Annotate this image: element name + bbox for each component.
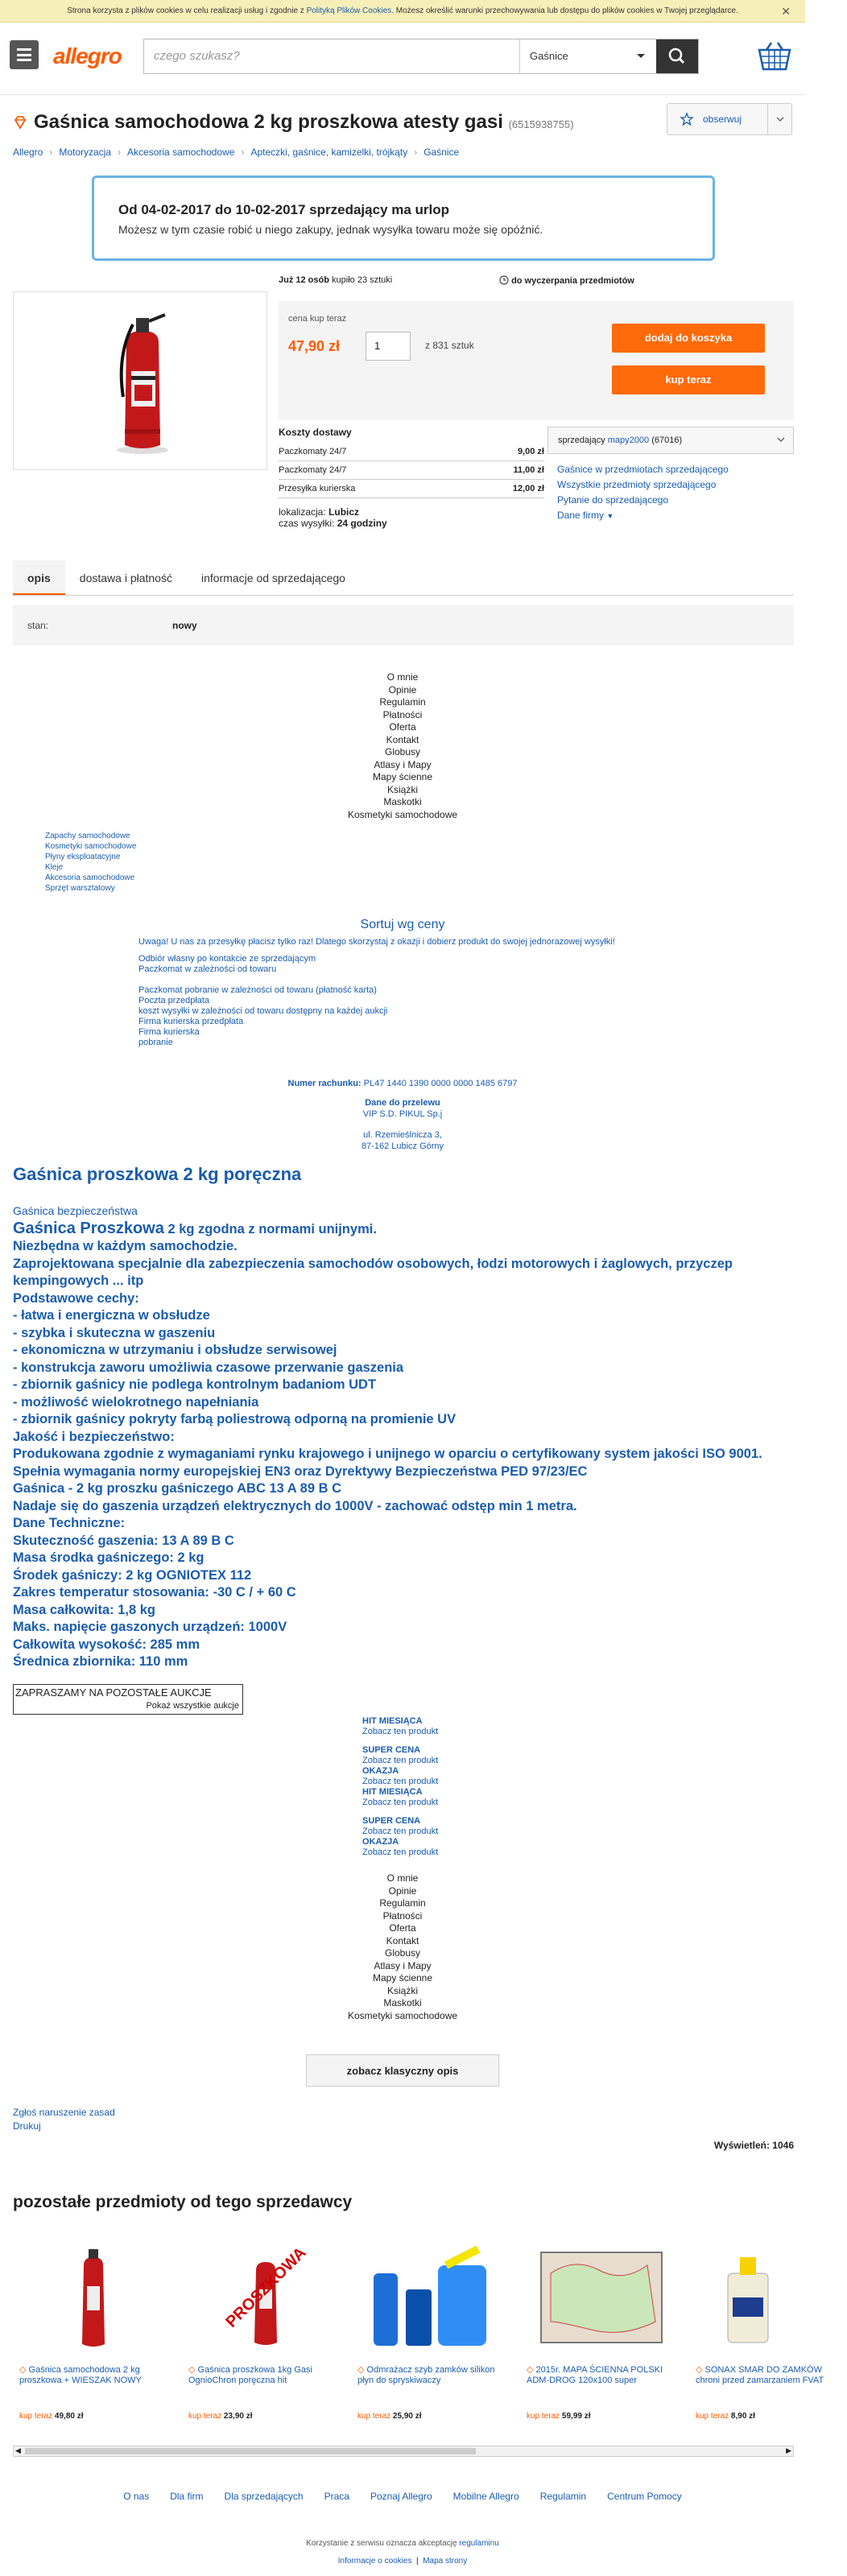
delivery-price: 12,00 zł [512,484,544,493]
store-menu [0,671,805,821]
location [279,506,544,518]
shipping-line: Uwaga! U nas za przesyłkę płacisz tylko raz! Dlatego skorzystaj z okazji i dobierz produkt do swojej jednorazowej wysyłki! [138,937,615,947]
item-price-label: kup teraz [527,2412,560,2421]
item-price-label: kup teraz [357,2412,391,2421]
description-line: Zaprojektowana specjalnie dla zabezpieczenia samochodów osobowych, łodzi motorowych i żaglowych, przyczep kempingowych ... itp [13,1256,733,1288]
classic-description-button[interactable]: zobacz klasyczny opis [306,2054,499,2087]
store-menu-item[interactable]: Mapy ścienne [372,771,433,782]
item-name[interactable] [19,2365,164,2386]
footer-link[interactable]: Centrum Pomocy [607,2491,682,2502]
footer-link[interactable]: Mobilne Allegro [452,2491,519,2502]
delivery-price: 11,00 zł [513,465,544,475]
hit-link[interactable]: Zobacz ten produkt [362,1777,439,1786]
vacation-subtitle: Możesz w tym czasie robić u niego zakupy, jednak wysyłka towaru może się opóźnić. [118,223,543,236]
spacer [138,947,615,954]
store-menu-item[interactable]: Globusy [384,746,421,758]
breadcrumb-item[interactable]: Akcesoria samochodowe [127,147,235,158]
footer-link[interactable]: Dla firm [170,2491,204,2502]
search-category-select[interactable]: Gaśnice [519,39,656,73]
store-menu-item[interactable]: Kosmetyki samochodowe [347,2009,458,2021]
store-menu-bottom [0,1872,805,2022]
header [0,23,805,95]
chevron-down-icon [768,104,792,134]
seller-links [557,462,729,524]
delivery-row [279,480,544,498]
item-name[interactable] [357,2365,502,2386]
other-item[interactable] [689,2241,847,2426]
hit-link[interactable]: Zobacz ten produkt [362,1847,439,1857]
watch-label: obserwuj [703,114,742,125]
copyright [0,2539,805,2548]
breadcrumb-separator: › [414,147,418,158]
scrollbar-thumb[interactable] [25,2448,476,2454]
breadcrumb [13,147,459,158]
watch-dropdown[interactable] [767,104,791,134]
shipping-line: Odbiór własny po kontakcie ze sprzedającym [138,954,316,964]
breadcrumb-separator: › [49,147,53,158]
buy-now-button[interactable]: kup teraz [612,365,765,394]
location-label: lokalizacja: [279,506,326,518]
store-menu-item[interactable]: Maskotki [383,796,422,807]
breadcrumb-separator: › [241,147,245,158]
other-items-title: pozostałe przedmioty od tego sprzedawcy [13,2193,353,2211]
store-menu-item[interactable]: Globusy [384,1947,421,1959]
delivery-row [279,443,544,461]
send-time [279,518,544,529]
account-number: PL47 1440 1390 0000 0000 1485 6797 [363,1079,518,1088]
stock-info: z 831 sztuk [425,340,474,351]
item-price [19,2412,84,2421]
delivery-costs [279,427,544,529]
store-menu-item[interactable]: Oferta [389,1922,416,1934]
description-line: Produkowana zgodnie z wymaganiami rynku krajowego i unijnego w oparciu o certyfikowany system jakości ISO 9001. Spełnia wymagania normy europejskiej EN3 oraz Dyrektywy Bezpieczeństwa PED 97/23/EC [13,1447,762,1479]
buy-box [279,301,794,420]
item-image[interactable] [696,2241,844,2354]
location-value: Lubicz [328,506,360,518]
description-line: Skuteczność gaszenia: 13 A 89 B C [13,1533,234,1548]
watch-button[interactable] [667,103,792,135]
diamond-icon: ◇ [19,2365,29,2375]
search-input[interactable]: czego szukasz? [154,49,240,63]
delivery-method: Przesyłka kurierska [279,484,356,493]
diamond-icon: ◇ [188,2365,198,2375]
show-all-auctions-link[interactable]: Pokaż wszystkie aukcje [146,1701,239,1711]
footer-link[interactable]: Poznaj Allegro [370,2491,432,2502]
delivery-price: 9,00 zł [517,447,544,456]
shipping-line: Paczkomat pobranie w zależności od towaru (płatność karta) [138,985,377,995]
breadcrumb-item[interactable]: Motoryzacja [59,147,112,158]
delivery-method: Paczkomaty 24/7 [279,465,347,475]
category-link[interactable]: Kosmetyki samochodowe [45,842,137,851]
item-image[interactable] [19,2241,167,2354]
item-name[interactable] [527,2365,671,2386]
hit-title: HIT MIESIĄCA [362,1787,423,1797]
category-link[interactable]: Akcesoria samochodowe [45,873,135,882]
company-city: 87-162 Lubicz Górny [361,1141,444,1151]
sold-info [279,275,392,285]
description [13,1203,794,1671]
store-menu-item[interactable]: Atlasy i Mapy [374,758,432,770]
cookies-info-link[interactable]: Informacje o cookies [337,2557,412,2566]
breadcrumb-item[interactable]: Allegro [13,147,43,158]
store-menu-item[interactable]: Oferta [389,721,416,733]
hit-title: HIT MIESIĄCA [362,1716,423,1726]
breadcrumb-item[interactable]: Apteczki, gaśnice, kamizelki, trójkąty [250,147,408,158]
condition-label: stan: [27,620,49,631]
sold-count: Już 12 osób [279,275,329,285]
shipping-line: pobranie [138,1038,173,1047]
report-links [13,2106,115,2133]
description-line: Dane Techniczne: [13,1516,126,1530]
send-time-value: 24 godziny [337,518,387,529]
seller-box[interactable] [547,427,794,454]
item-name-text: SONAX SMAR DO ZAMKÓW chroni przed zamarzaniem FVAT [696,2365,824,2385]
store-menu-item[interactable]: Atlasy i Mapy [374,1959,432,1971]
item-price-value: 23,90 zł [223,2412,253,2421]
diamond-icon: ◇ [696,2365,705,2375]
breadcrumb-item[interactable]: Gaśnice [424,147,460,158]
item-name[interactable] [696,2365,841,2386]
scroll-right-icon[interactable]: ▶ [786,2446,791,2454]
seller-rating: (67016) [651,436,683,445]
svg-text:PROSZKOWA: PROSZKOWA [222,2244,310,2331]
item-price-value: 25,90 zł [392,2412,422,2421]
seller-link[interactable]: Wszystkie przedmioty sprzedającego [557,479,717,490]
tabs [13,560,794,596]
hit-title: OKAZJA [362,1837,399,1847]
description-line: Nadaje się do gaszenia urządzeń elektrycznych do 1000V - zachować odstęp min 1 metra. [13,1498,577,1513]
clock-icon [499,275,509,285]
chevron-down-icon [777,437,785,444]
scroll-left-icon[interactable]: ◀ [15,2446,21,2454]
product-title: Gaśnica samochodowa 2 kg proszkowa atesty gasi [34,111,503,133]
description-line: Podstawowe cechy: [13,1290,139,1306]
views-count: Wyświetleń: 1046 [713,2140,794,2151]
cart-icon[interactable] [757,40,792,72]
delivery-method: Paczkomaty 24/7 [279,447,347,456]
description-line: - zbiornik gaśnicy nie podlega kontrolnym badaniom UDT [13,1377,377,1392]
description-line: Masa środka gaśniczego: 2 kg [13,1550,205,1565]
search-bar [143,39,699,74]
item-image[interactable] [527,2241,675,2354]
hit-link[interactable]: Zobacz ten produkt [362,1827,439,1836]
other-auctions-box [13,1684,243,1715]
store-menu-item[interactable]: Książki [386,1984,418,1996]
sold-info-rest: kupiło 23 sztuki [328,275,393,285]
footer-link[interactable]: Dla sprzedających [224,2491,304,2502]
item-price-label: kup teraz [696,2412,729,2421]
product-id: (6515938755) [508,118,574,130]
footer-link[interactable]: Praca [324,2491,349,2502]
other-auctions-title: ZAPRASZAMY NA POZOSTAŁE AUKCJE [15,1686,212,1699]
store-menu-item[interactable]: O mnie [386,1872,419,1884]
store-menu-item[interactable]: Opinie [388,1885,417,1897]
price: 47,90 zł [288,338,341,354]
quantity-input[interactable]: 1 [366,332,411,361]
item-image[interactable] [188,2241,337,2354]
description-line: Jakość i bezpieczeństwo: [13,1429,175,1444]
availability [499,275,634,286]
footer-link[interactable]: O nas [123,2491,150,2502]
bank-account [0,1079,805,1088]
spacer [138,975,615,985]
description-line: Maks. napięcie gaszonych urządzeń: 1000V [13,1620,287,1634]
shipping-line: Firma kurierska przedpłata [138,1017,244,1026]
item-name-text: Gaśnica proszkowa 1kg Gasi OgnioChron poręczna hit [188,2365,312,2385]
hit-link[interactable]: Zobacz ten produkt [362,1756,439,1765]
description-line: Całkowita wysokość: 285 mm [13,1637,200,1652]
store-menu-item[interactable]: Kosmetyki samochodowe [347,808,458,820]
description-line: - ekonomiczna w utrzymaniu i obsłudze serwisowej [13,1343,337,1357]
item-name-text: Gaśnica samochodowa 2 kg proszkowa + WIESZAK NOWY [19,2365,142,2385]
item-name[interactable] [188,2365,333,2386]
shipping-line: Paczkomat w zależności od towaru [138,964,277,974]
allegro-logo[interactable]: allegro [53,43,122,68]
hamburger-icon[interactable] [10,40,39,69]
item-price [527,2412,591,2421]
hit-title: SUPER CENA [362,1816,421,1826]
description-line: Zakres temperatur stosowania: -30 C / + 60 C [13,1585,296,1600]
report-violation-link[interactable]: Zgłoś naruszenie zasad [13,2107,115,2118]
item-image[interactable] [357,2241,506,2354]
item-price [188,2412,253,2421]
seller-name[interactable]: mapy2000 [607,436,650,445]
diamond-icon [13,115,27,130]
footer-links [0,2491,805,2502]
item-price-value: 49,80 zł [54,2412,84,2421]
condition-value: nowy [172,620,197,631]
chevron-down-icon: ▼ [606,512,614,520]
description-line: Średnica zbiornika: 110 mm [13,1654,188,1669]
star-icon [680,113,693,126]
hit-title: OKAZJA [362,1766,399,1776]
store-menu-item[interactable]: Płatności [382,708,423,720]
seller-link[interactable]: Pytanie do sprzedającego [557,494,669,506]
tab-description[interactable]: opis [13,560,65,595]
description-line: Środek gaśniczy: 2 kg OGNIOTEX 112 [13,1567,252,1583]
hit-link[interactable]: Zobacz ten produkt [362,1798,439,1807]
item-price-value: 59,99 zł [561,2412,591,2421]
item-price [357,2412,422,2421]
cookie-text-b: . Możesz określić warunki przechowywania lub dostępu do plików cookies w Twojej przeglądarce. [391,6,738,15]
condition-row [13,605,794,646]
close-icon[interactable]: ✕ [781,5,791,18]
tab-seller-info[interactable]: informacje od sprzedającego [200,572,345,584]
store-menu-item[interactable]: Kontakt [386,1934,419,1946]
footer-bottom-links: Informacje o cookies | Mapa strony [337,2557,468,2566]
hit-link[interactable]: Zobacz ten produkt [362,1727,439,1736]
search-button[interactable] [656,39,698,73]
item-price-label: kup teraz [188,2412,222,2421]
description-line: Niezbędna w każdym samochodzie. [13,1239,238,1253]
cookie-bar [0,0,805,23]
seller-link[interactable]: Gaśnice w przedmiotach sprzedającego [557,464,729,475]
add-to-cart-button[interactable]: dodaj do koszyka [612,324,765,353]
description-sub: Gaśnica bezpieczeństwa [13,1204,138,1217]
promo-hits [362,1716,438,1858]
footer-link[interactable]: Regulamin [539,2491,587,2502]
store-menu-item[interactable]: O mnie [386,671,419,683]
page-title [34,111,574,134]
delivery-title: Koszty dostawy [279,427,352,438]
sitemap-link[interactable]: Mapa strony [423,2557,468,2566]
delivery-row [279,461,544,480]
send-time-label: czas wysyłki: [279,518,335,529]
category-link[interactable]: Zapachy samochodowe [45,832,130,840]
description-line: - szybka i skuteczna w gaszeniu [13,1325,216,1340]
vacation-notice [92,175,715,261]
description-lead-rest: 2 kg zgodna z normami unijnymi. [163,1221,377,1236]
other-item[interactable] [351,2241,509,2426]
item-price-value: 8,90 zł [730,2412,755,2421]
diamond-icon: ◇ [357,2365,367,2375]
store-menu-item[interactable]: Regulamin [379,1897,426,1909]
carousel-scrollbar[interactable] [13,2446,794,2457]
cookie-text: Strona korzysta z plików cookies w celu realizacji usług i zgodnie z [67,6,304,15]
fire-extinguisher-image [14,292,268,471]
company-street: ul. Rzemieślnicza 3, [363,1130,442,1140]
availability-text: do wyczerpania przedmiotów [511,276,634,286]
cookie-policy-link[interactable]: Polityką Plików Cookies [306,6,392,15]
item-name-text: Odmrażacz szyb zamków silikon płyn do spryskiwaczy [357,2365,495,2385]
category-link[interactable]: Kleje [45,863,64,872]
breadcrumb-separator: › [118,147,122,158]
hit-title: SUPER CENA [362,1745,421,1755]
shipping-info [138,937,615,1048]
store-menu-item[interactable]: Opinie [388,683,417,696]
seller-label: sprzedający [558,436,605,445]
store-menu-item[interactable]: Regulamin [379,696,426,708]
sort-by-price[interactable]: Sortuj wg ceny [360,918,445,931]
copyright-text: Korzystanie z serwisu oznacza akceptację [306,2539,457,2548]
description-lead-big: Gaśnica Proszkowa [13,1219,164,1237]
description-line: - łatwa i energiczna w obsłudze [13,1308,210,1323]
tab-delivery[interactable]: dostawa i płatność [79,572,172,584]
description-line: - konstrukcja zaworu umożliwia czasowe przerwanie gaszenia [13,1360,404,1375]
item-price [696,2412,755,2421]
other-item[interactable] [520,2241,678,2426]
store-menu-item[interactable]: Kontakt [386,733,419,745]
description-heading: Gaśnica proszkowa 2 kg poręczna [13,1164,302,1184]
diamond-icon: ◇ [527,2365,536,2375]
product-image[interactable] [13,291,267,470]
vacation-title: Od 04-02-2017 do 10-02-2017 sprzedający ma urlop [118,202,450,217]
store-menu-item[interactable]: Książki [386,783,418,795]
other-items-carousel [13,2241,824,2426]
other-item[interactable] [182,2241,340,2426]
store-menu-item[interactable]: Płatności [382,1909,423,1922]
print-link[interactable]: Drukuj [13,2120,41,2132]
description-line: Masa całkowita: 1,8 kg [13,1602,155,1617]
shipping-line: koszt wysyłki w zależności od towaru dostępny na każdej aukcji [138,1006,388,1016]
shipping-line: Firma kurierska [138,1027,200,1037]
item-price-label: kup teraz [19,2412,53,2421]
category-links [45,831,136,894]
company-name: VIP S.D. PIKUL Sp.j [362,1109,443,1119]
other-item[interactable] [13,2241,171,2426]
price-label: cena kup teraz [288,314,347,324]
description-line: Gaśnica - 2 kg proszku gaśniczego ABC 13 A 89 B C [13,1481,342,1496]
store-menu-item[interactable]: Mapy ścienne [372,1972,433,1984]
account-label: Numer rachunku: [287,1079,362,1088]
search-icon [656,39,698,73]
category-link[interactable]: Płyny eksploatacyjne [45,852,121,861]
seller-link[interactable]: Dane firmy [557,510,605,521]
transfer-label: Dane do przelewu [365,1098,440,1108]
store-menu-item[interactable]: Maskotki [383,1997,422,2008]
item-name-text: 2015r. MAPA ŚCIENNA POLSKI ADM-DROG 120x100 super [527,2365,663,2385]
description-line: - zbiornik gaśnicy pokryty farbą poliestrową odporną na promienie UV [13,1412,457,1426]
category-link[interactable]: Sprzęt warsztatowy [45,884,115,893]
description-line: - możliwość wielokrotnego napełniania [13,1394,259,1410]
terms-link[interactable]: regulaminu [459,2539,499,2548]
shipping-line: Poczta przedpłata [138,996,210,1005]
description-lead [13,1220,794,1239]
